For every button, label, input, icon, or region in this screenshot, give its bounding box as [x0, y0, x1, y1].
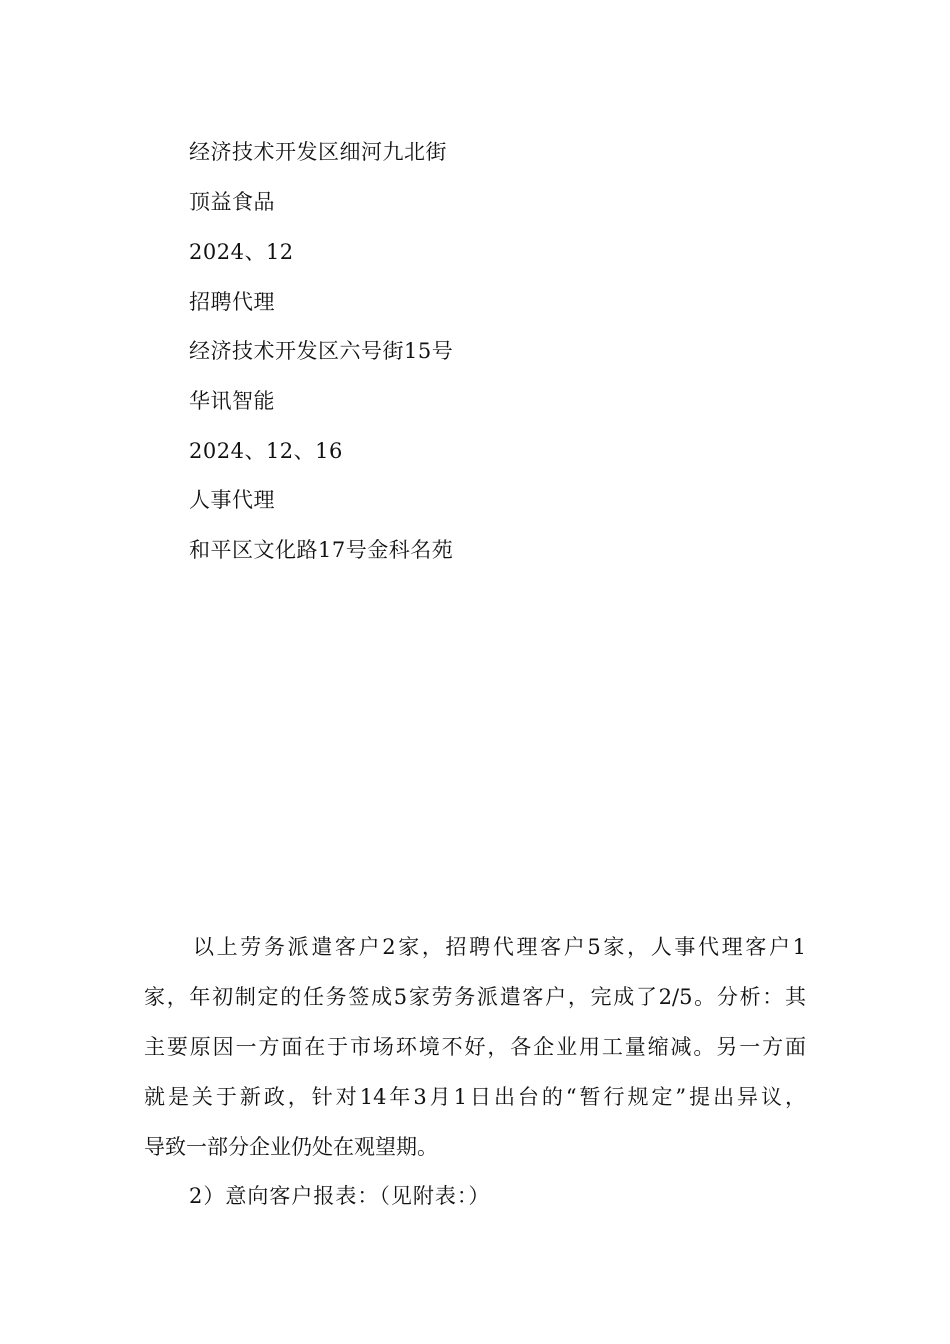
paragraph-line: 就是关于新政，针对14年3月1日出台的“暂行规定”提出异议， — [144, 1085, 806, 1109]
list-line-service: 人事代理 — [189, 488, 275, 512]
list-line-service: 招聘代理 — [189, 290, 275, 314]
list-line-address: 经济技术开发区六号街15号 — [189, 339, 454, 363]
list-line-date: 2024、12、16 — [189, 439, 343, 463]
paragraph-line: 主要原因一方面在于市场环境不好，各企业用工量缩减。另一方面 — [144, 1035, 806, 1059]
list-line-company: 顶益食品 — [189, 190, 275, 214]
report-heading: 2）意向客户报表：（见附表：） — [189, 1184, 491, 1208]
list-line-date: 2024、12 — [189, 240, 294, 264]
list-line-address: 经济技术开发区细河九北街 — [189, 140, 447, 164]
paragraph-line: 家，年初制定的任务签成5家劳务派遣客户，完成了2/5。分析：其 — [144, 985, 806, 1009]
paragraph-line: 以上劳务派遣客户2家，招聘代理客户5家，人事代理客户1 — [193, 935, 806, 959]
list-line-company: 华讯智能 — [189, 389, 275, 413]
list-line-address: 和平区文化路17号金科名苑 — [189, 538, 454, 562]
paragraph-line: 导致一部分企业仍处在观望期。 — [144, 1135, 438, 1159]
